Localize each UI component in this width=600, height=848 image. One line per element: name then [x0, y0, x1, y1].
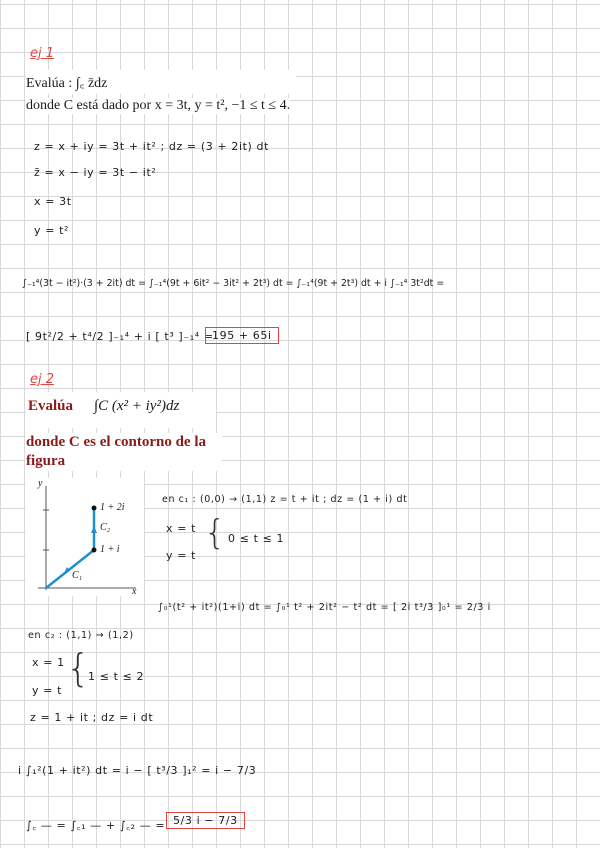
- fig-c2-label: C₂: [100, 522, 111, 533]
- fig-c1-label: C₁: [72, 570, 83, 581]
- ej1-result-box: 195 + 65i: [205, 327, 279, 344]
- problem-2-header: [26, 392, 216, 428]
- exercise-2-label: ej 2: [30, 372, 55, 387]
- c2-work-line-5: z = 1 + it ; dz = i dt: [30, 711, 154, 724]
- fig-point-mid: 1 + i: [100, 544, 120, 555]
- c1-brace-icon: {: [204, 513, 227, 553]
- c2-work-line-4: 1 ≤ t ≤ 2: [88, 670, 145, 683]
- problem-2-title: Evalúa: [28, 398, 74, 414]
- c1-work-line-4: 0 ≤ t ≤ 1: [228, 532, 285, 545]
- point-mid-dot: [92, 548, 97, 553]
- exercise-1-label: ej 1: [30, 46, 55, 61]
- problem-2-integral: ∫C (x² + iy²)dz: [94, 398, 180, 414]
- fig-x-label: x: [132, 586, 137, 597]
- ej1-work-line-2: z̄ = x − iy = 3t − it²: [34, 166, 157, 179]
- problem-2-description: donde C es el contorno de la figura: [26, 433, 222, 471]
- c1-work-line-2: x = t: [166, 522, 197, 535]
- fig-y-label: y: [38, 478, 43, 489]
- problem-1-statement: [26, 70, 296, 94]
- c2-work-line-2: x = 1: [32, 656, 65, 669]
- c1-work-line-5: ∫₀¹(t² + it²)(1+i) dt = ∫₀¹ t² + 2it² − t² dt = [ 2i t³/3 ]₀¹ = 2/3 i: [158, 602, 491, 613]
- ej1-work-line-6: [ 9t²/2 + t⁴/2 ]₋₁⁴ + i [ t³ ]₋₁⁴ =: [26, 330, 214, 343]
- contour-figure: [26, 478, 144, 596]
- ej1-work-line-5: ∫₋₁⁴(3t − it²)·(3 + 2it) dt = ∫₋₁⁴(9t + 6it² − 3it² + 2t³) dt = ∫₋₁⁴(9t + 2t³) dt + i ∫₋₁⁴ 3t²dt =: [22, 278, 445, 289]
- c2-brace-icon: {: [66, 646, 91, 690]
- c2-arrow-icon: [91, 526, 97, 533]
- point-top-dot: [92, 506, 97, 511]
- fig-point-top: 1 + 2i: [100, 502, 125, 513]
- curve-c1: [46, 550, 94, 588]
- ej1-work-line-3: x = 3t: [34, 195, 72, 208]
- c2-work-line-6: i ∫₁²(1 + it²) dt = i − [ t³/3 ]₁² = i − 7/3: [18, 764, 257, 777]
- c2-work-line-1: en c₂ : (1,1) → (1,2): [28, 630, 134, 641]
- contour-figure-svg: [26, 478, 144, 596]
- problem-1-condition: donde C está dado por x = 3t, y = t², −1 ≤ t ≤ 4.: [26, 98, 291, 113]
- ej1-work-line-1: z = x + iy = 3t + it² ; dz = (3 + 2it) dt: [34, 140, 269, 153]
- ej2-result-box: 5/3 i − 7/3: [166, 812, 245, 829]
- c1-work-line-3: y = t: [166, 549, 197, 562]
- problem-1-evalua: Evalúa : ∫꜀ z̄dz: [26, 76, 108, 91]
- total-line: ∫꜀ — = ∫꜀₁ — + ∫꜀₂ — =: [26, 819, 166, 832]
- c1-work-line-1: en c₁ : (0,0) → (1,1) z = t + it ; dz = (1 + i) dt: [162, 494, 408, 505]
- c2-work-line-3: y = t: [32, 684, 63, 697]
- ej1-work-line-4: y = t²: [34, 224, 70, 237]
